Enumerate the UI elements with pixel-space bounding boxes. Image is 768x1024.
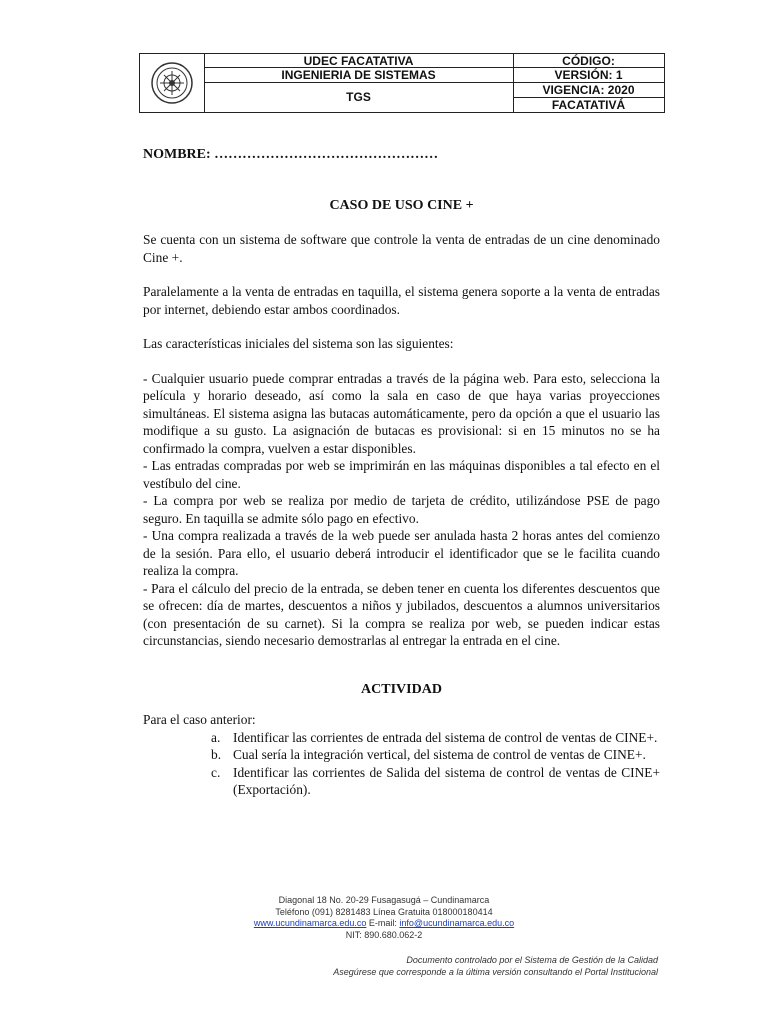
- feature-item: - Las entradas compradas por web se imprimirán en las máquinas disponibles a tal efecto en el vestíbulo del cine.: [143, 458, 660, 491]
- activity-title: ACTIVIDAD: [361, 681, 442, 697]
- footer-quality-note: [0, 955, 768, 978]
- footer-nit: NIT: 890.680.062-2: [345, 929, 423, 940]
- activity-item-text: Identificar las corrientes de Salida del sistema de control de ventas de CINE+ (Exportación).: [233, 764, 660, 797]
- location-label: FACATATIVÁ: [551, 98, 626, 112]
- activity-item: [211, 746, 660, 764]
- version-note: Asegúrese que corresponde a la última versión consultando el Portal Institucional: [333, 966, 658, 977]
- footer-contact-line: [0, 918, 768, 930]
- activity-item-marker: a.: [211, 729, 221, 745]
- program-name: INGENIERIA DE SISTEMAS: [204, 68, 513, 83]
- logo-cell: [140, 54, 205, 112]
- header-table: [139, 53, 665, 113]
- name-line: NOMBRE: …………………………………………: [143, 147, 439, 162]
- feature-item: - Una compra realizada a través de la web puede ser anulada hasta 2 horas antes del comienzo de la sesión. Para ello, el usuario deberá introducir el identificador que se le facilita cuando realiza la compra.: [143, 528, 660, 578]
- activity-item-marker: c.: [211, 764, 221, 780]
- activity-list: [143, 729, 660, 799]
- university-seal-icon: [150, 58, 194, 108]
- feature-item: - La compra por web se realiza por medio de tarjeta de crédito, utilizándose PSE de pago seguro. En taquilla se admite sólo pago en efectivo.: [143, 493, 660, 526]
- feature-item: - Para el cálculo del precio de la entrada, se deben tener en cuenta los diferentes descuentos que se ofrecen: día de martes, descuentos a niños y jubilados, descuentos a alumnos universitarios (con presentación de su carnet). Si la compra se realiza por web, se pueden indicar estas circunstancias, siendo necesario demostrarlas al entregar la entrada en el cine.: [143, 580, 660, 648]
- paragraph: Las características iniciales del sistema son las siguientes:: [143, 336, 454, 351]
- document-title: CASO DE USO CINE +: [329, 197, 474, 213]
- validity-label: VIGENCIA: 2020: [513, 83, 664, 98]
- institution-name: UDEC FACATATIVA: [204, 54, 513, 68]
- email-link[interactable]: info@ucundinamarca.edu.co: [399, 918, 515, 928]
- paragraph: Paralelamente a la venta de entradas en taquilla, el sistema genera soporte a la venta de entradas por internet, debiendo estar ambos coordinados.: [143, 284, 660, 317]
- activity-item: [211, 764, 660, 799]
- version-label: VERSIÓN: 1: [513, 68, 664, 83]
- feature-item: - Cualquier usuario puede comprar entradas a través de la página web. Para esto, selecciona la película y horario deseado, así como la sala en caso de que haya varias proyecciones simultáneas. El sistema asigna las butacas automáticamente, pero da opción a que el usuario las modifique a su gusto. La asignación de butacas es provisional: si en 15 minutos no se ha confirmado la compra, vuelven a estar disponibles.: [143, 370, 660, 456]
- document-body: [143, 146, 660, 799]
- activity-item-marker: b.: [211, 747, 222, 762]
- email-label: E-mail:: [366, 918, 400, 928]
- activity-item: [211, 729, 660, 747]
- control-note: Documento controlado por el Sistema de Gestión de la Calidad: [406, 955, 658, 965]
- paragraph: Se cuenta con un sistema de software que controle la venta de entradas de un cine denominado Cine +.: [143, 232, 660, 265]
- header-right-column: [513, 54, 664, 112]
- subject-name: TGS: [346, 90, 371, 104]
- activity-intro: Para el caso anterior:: [143, 712, 256, 727]
- website-link[interactable]: www.ucundinamarca.edu.co: [253, 918, 367, 928]
- footer-address-block: [0, 895, 768, 941]
- code-label: CÓDIGO:: [513, 54, 664, 68]
- header-middle-column: [204, 54, 514, 112]
- activity-item-text: Identificar las corrientes de entrada del sistema de control de ventas de CINE+.: [233, 729, 658, 745]
- footer-address: Diagonal 18 No. 20-29 Fusagasugá – Cundinamarca: [278, 895, 490, 905]
- activity-item-text: Cual sería la integración vertical, del sistema de control de ventas de CINE+.: [233, 747, 646, 762]
- footer-phone: Teléfono (091) 8281483 Línea Gratuita 018000180414: [275, 906, 493, 917]
